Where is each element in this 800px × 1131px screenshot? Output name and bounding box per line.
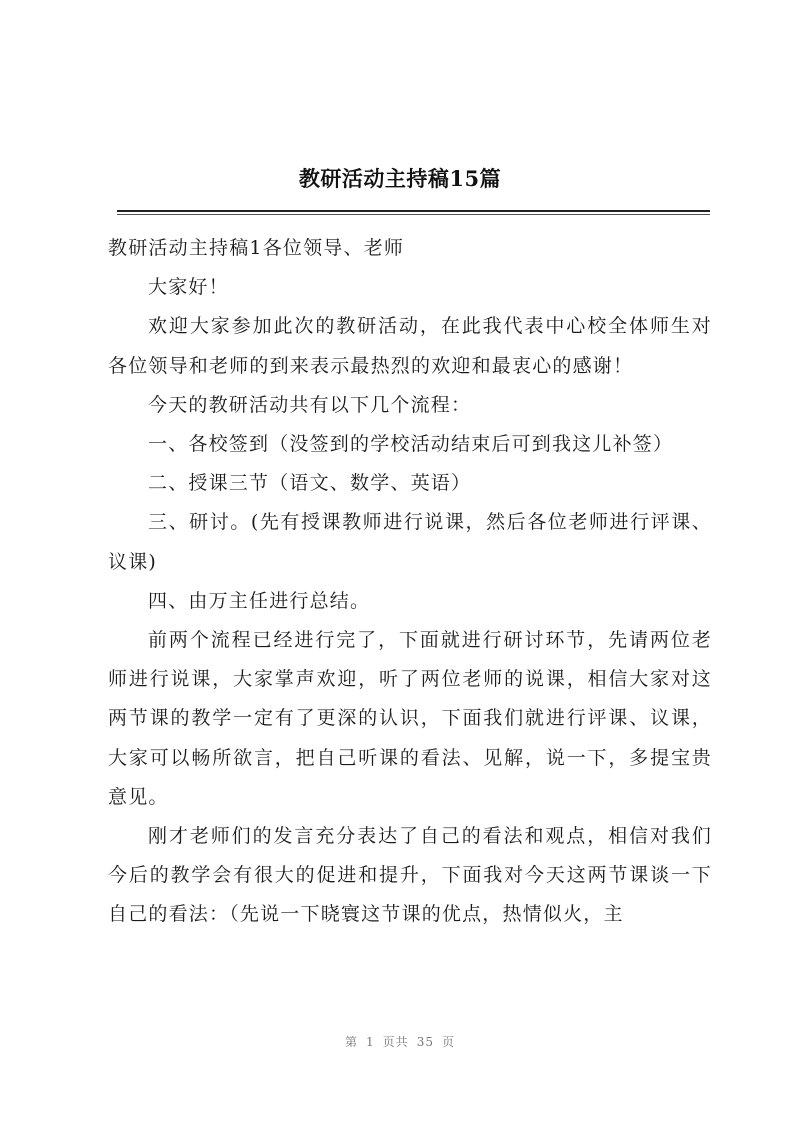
page-footer bbox=[0, 1033, 800, 1050]
footer-middle: 页共 bbox=[382, 1035, 409, 1049]
paragraph: 大家好！ bbox=[148, 276, 229, 299]
paragraph: 刚才老师们的发言充分表达了自己的看法和观点，相信对我们今后的教学会有很大的促进和提升，下面我对今天这两节课谈一下自己的看法：（先说一下晓寰这节课的优点，热情似火，主 bbox=[108, 825, 712, 926]
paragraph-heading: 教研活动主持稿1各位领导、老师 bbox=[108, 237, 405, 259]
paragraph: 今天的教研活动共有以下几个流程： bbox=[148, 393, 472, 416]
paragraph: 欢迎大家参加此次的教研活动，在此我代表中心校全体师生对各位领导和老师的到来表示最热烈的欢迎和最衷心的感谢！ bbox=[108, 315, 712, 377]
document-body bbox=[108, 229, 712, 935]
footer-suffix: 页 bbox=[441, 1035, 455, 1049]
paragraph: 三、研讨。(先有授课教师进行说课，然后各位老师进行评课、议课) bbox=[108, 511, 712, 573]
footer-page-number: 1 bbox=[366, 1035, 375, 1049]
title-divider bbox=[117, 210, 710, 212]
paragraph: 前两个流程已经进行完了，下面就进行研讨环节，先请两位老师进行说课，大家掌声欢迎，听了两位老师的说课，相信大家对这两节课的教学一定有了更深的认识，下面我们就进行评课、议课，大家可以畅所欲言，把自己听课的看法、见解，说一下，多提宝贵意见。 bbox=[108, 629, 712, 808]
paragraph: 四、由万主任进行总结。 bbox=[148, 589, 371, 612]
footer-prefix: 第 bbox=[345, 1035, 359, 1049]
title-divider-thin bbox=[117, 214, 710, 215]
paragraph: 一、各校签到（没签到的学校活动结束后可到我这儿补签） bbox=[148, 433, 674, 456]
page-title: 教研活动主持稿15篇 bbox=[298, 166, 502, 191]
footer-total-pages: 35 bbox=[416, 1035, 434, 1049]
paragraph: 二、授课三节（语文、数学、英语） bbox=[148, 472, 472, 495]
